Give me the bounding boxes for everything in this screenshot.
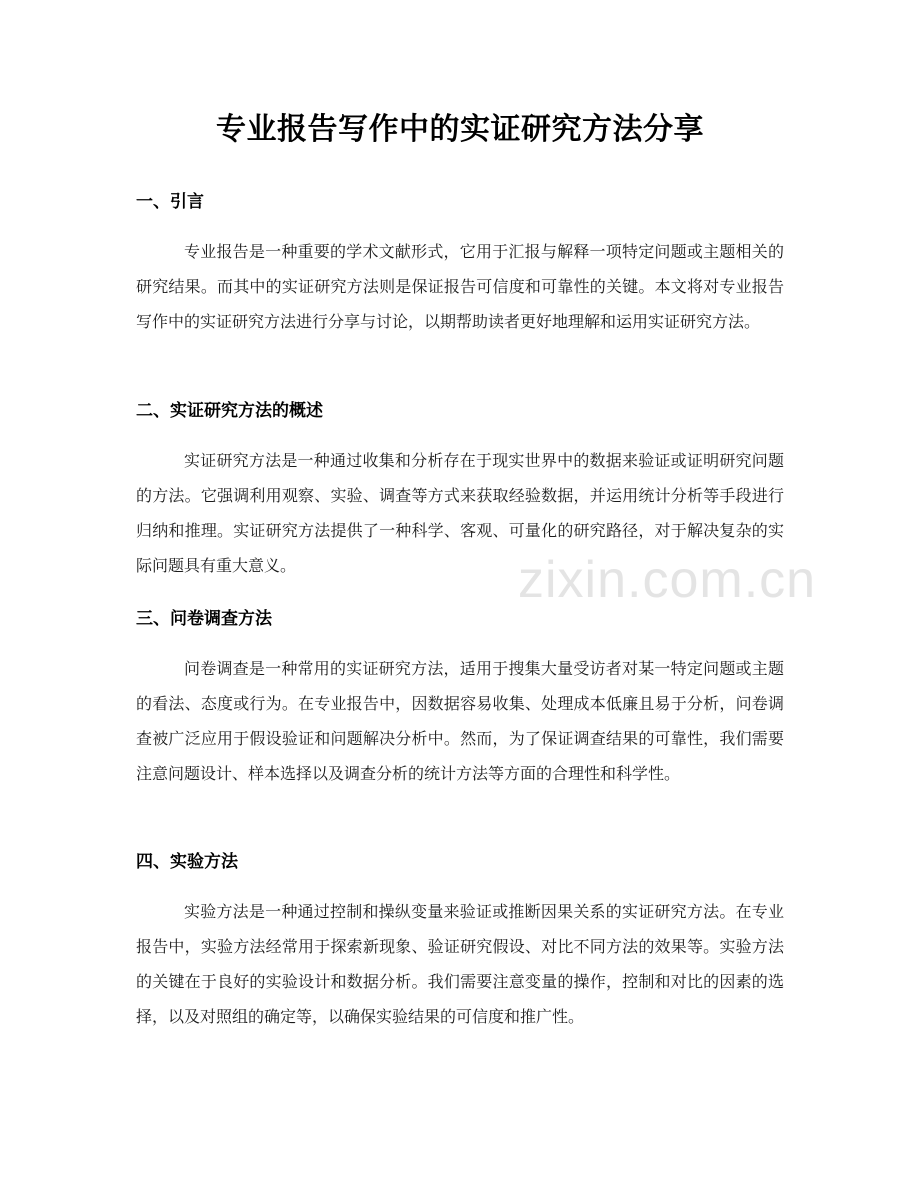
document-title: 专业报告写作中的实证研究方法分享 — [216, 112, 704, 147]
section-paragraph-experiment: 实验方法是一种通过控制和操纵变量来验证或推断因果关系的实证研究方法。在专业报告中，实验方法经常用于探索新现象、验证研究假设、对比不同方法的效果等。实验方法的关键在于良好的实验设计和数据分析。我们需要注意变量的操作，控制和对比的因素的选择，以及对照组的确定等，以确保实验结果的可信度和推广性。 — [136, 902, 784, 1026]
section-heading-experiment: 四、实验方法 — [136, 852, 238, 872]
section-paragraph-overview: 实证研究方法是一种通过收集和分析存在于现实世界中的数据来验证或证明研究问题的方法。它强调利用观察、实验、调查等方式来获取经验数据，并运用统计分析等手段进行归纳和推理。实证研究方法提供了一种科学、客观、可量化的研究路径，对于解决复杂的实际问题具有重大意义。 — [136, 451, 784, 575]
section-paragraph-introduction: 专业报告是一种重要的学术文献形式，它用于汇报与解释一项特定问题或主题相关的研究结果。而其中的实证研究方法则是保证报告可信度和可靠性的关键。本文将对专业报告写作中的实证研究方法进行分享与讨论，以期帮助读者更好地理解和运用实证研究方法。 — [136, 242, 784, 331]
watermark: zixin.com.cn — [518, 551, 817, 609]
section-heading-overview: 二、实证研究方法的概述 — [136, 401, 323, 421]
section-paragraph-questionnaire: 问卷调查是一种常用的实证研究方法，适用于搜集大量受访者对某一特定问题或主题的看法、态度或行为。在专业报告中，因数据容易收集、处理成本低廉且易于分析，问卷调查被广泛应用于假设验证和问题解决分析中。然而，为了保证调查结果的可靠性，我们需要注意问题设计、样本选择以及调查分析的统计方法等方面的合理性和科学性。 — [136, 659, 784, 783]
section-heading-questionnaire: 三、问卷调查方法 — [136, 609, 272, 629]
section-heading-introduction: 一、引言 — [136, 192, 204, 212]
